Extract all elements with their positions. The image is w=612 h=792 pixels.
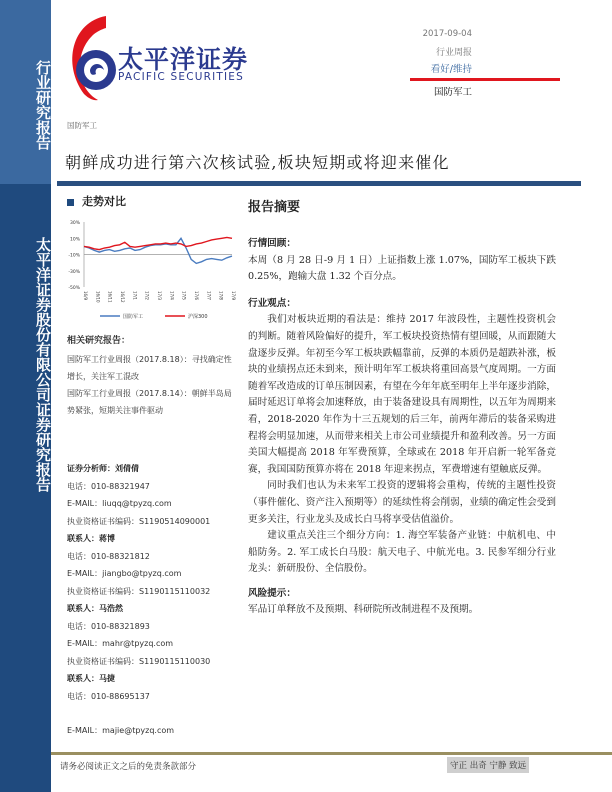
related-report-2[interactable]: 国防军工行业周报（2017.8.14）：朝鲜半岛局势紧张，短期关注事件驱动 <box>67 388 232 415</box>
series-line-1 <box>84 237 232 249</box>
risk-heading: 风险提示： <box>248 587 296 599</box>
contact-cert: 执业资格证书编码：S1190514090001 <box>67 516 211 526</box>
contact-cert: 执业资格证书编码：S1190115110030 <box>67 656 211 666</box>
logo-text-en: PACIFIC SECURITIES <box>118 71 245 83</box>
contact-role: 证券分析师：刘倩倩 <box>67 463 139 473</box>
x-tick-label: 17/9 <box>231 291 236 300</box>
y-tick-label: 30% <box>69 221 80 226</box>
contact-email[interactable]: E-MAIL：jiangbo@tpyzq.com <box>67 569 182 578</box>
contact-role: 联系人：马捷 <box>67 673 115 683</box>
contact-phone: 电话：010-88321812 <box>67 551 150 561</box>
related-report-1[interactable]: 国防军工行业周报（2017.8.18）：寻找确定性增长，关注军工混改 <box>67 354 232 381</box>
related-reports <box>67 333 237 419</box>
bullet-icon <box>67 199 74 206</box>
x-tick-label: 17/1 <box>132 291 138 300</box>
x-tick-label: 16/9 <box>83 291 88 300</box>
page-title: 朝鲜成功进行第六次核试验,板块短期或将迎来催化 <box>65 153 450 172</box>
x-tick-label: 17/6 <box>194 291 199 300</box>
contact-phone: 电话：010-88321893 <box>67 621 150 631</box>
report-type: 行业周报 <box>435 48 472 58</box>
contact-role: 联系人：马浩然 <box>67 603 123 613</box>
contact-email[interactable]: E-MAIL：liuqq@tpyzq.com <box>67 499 172 508</box>
sidebar-top-text: 行业研究报告 <box>34 60 52 150</box>
trend-heading: 走势对比 <box>67 193 126 209</box>
review-text: 本周（8 月 28 日-9 月 1 日）上证指数上涨 1.07%，国防军工板块下跌 0.25%，跑输大盘 1.32 个百分点。 <box>248 254 556 283</box>
review-heading: 行情回顾： <box>248 238 296 249</box>
footer-motto: 守正 出奇 宁静 致远 <box>447 757 529 773</box>
legend-label-1: 沪深300 <box>188 314 208 320</box>
contact-role: 联系人：蒋博 <box>67 533 115 543</box>
report-date: 2017-09-04 <box>422 29 472 39</box>
rating-underline <box>410 78 560 81</box>
contact-phone: 电话：010-88695137 <box>67 691 150 701</box>
y-tick-label: -50% <box>68 286 80 291</box>
x-tick-label: 17/2 <box>144 291 150 300</box>
y-tick-label: -10% <box>68 253 80 259</box>
x-tick-label: 16/12 <box>120 291 125 303</box>
view-paragraph-2: 同时我们也认为未来军工投资的逻辑将会重构，传统的主题性投资（事件催化、资产注入预期等）的延续性将会削弱，业绩的确定性会受到更多关注，行业龙头及成长白马将享受估值溢价。 <box>248 480 556 525</box>
logo-icon <box>62 14 118 102</box>
contacts <box>67 460 237 740</box>
summary-body <box>248 236 556 619</box>
view-paragraph-1: 我们对板块近期的看法是：维持 2017 年波段性，主题性投资机会的判断。随着风险偏好的提升，军工板块投资热情有望回暖，从而跟随大盘逐步反弹。年初至今军工板块跌幅靠前，反弹的本质仍是超跌补涨，板块的业绩拐点还未到来，预计明年军工板块将重回高景气度周期。一方面随着军改造成的订单压制因素，有望在今年年底至明年上半年逐步消除，届时延迟订单将会加速释放，由于装备建设具有周期性，以五年为周期来看，2018-2020 年作为十三五规划的后三年，前两年滞后的装备采购进程将会明显加速，从而带来相关上市公司业绩提升和盈利改善。另一方面美国大幅提高 2018 年军费预算，全球或在 2018 年开启新一轮军备竞赛，我国国防预算亦将在 2018 年迎来拐点，军费增速有望触底反弹。 <box>248 314 556 475</box>
contact-phone: 电话：010-88321947 <box>67 481 150 491</box>
category-label: 国防军工 <box>67 121 97 130</box>
view-heading: 行业观点： <box>248 297 296 309</box>
trend-chart <box>60 212 240 324</box>
y-tick-label: 10% <box>69 237 80 243</box>
contact-email[interactable]: E-MAIL：mahr@tpyzq.com <box>67 639 174 648</box>
contact-email[interactable]: E-MAIL：majie@tpyzq.com <box>67 726 175 735</box>
sidebar-bottom-text: 太平洋证券股份有限公司证券研究报告 <box>34 237 52 492</box>
x-tick-label: 17/8 <box>218 291 224 300</box>
summary-heading: 报告摘要 <box>248 200 301 215</box>
related-heading: 相关研究报告： <box>67 336 131 346</box>
y-tick-label: -30% <box>68 269 80 275</box>
title-rule <box>57 181 581 186</box>
risk-text: 军品订单释放不及预期、科研院所改制进程不及预期。 <box>248 604 479 616</box>
x-tick-label: 17/5 <box>181 291 187 300</box>
footer-rule <box>51 752 612 755</box>
logo-text-cn: 太平洋证券 <box>118 45 249 74</box>
footer-disclaimer: 请务必阅读正文之后的免责条款部分 <box>60 762 197 772</box>
view-paragraph-3: 建议重点关注三个细分方向：1. 海空军装备产业链：中航机电、中船防务。2. 军工成长白马股：航天电子、中航光电。3. 民参军细分行业龙头：新研股份、全信股份。 <box>248 530 556 575</box>
rating: 看好/维持 <box>430 64 472 75</box>
series-line-0 <box>84 238 232 263</box>
contact-cert: 执业资格证书编码：S1190115110032 <box>67 586 211 596</box>
x-tick-label: 17/7 <box>206 291 212 300</box>
legend-label-0: 国防军工 <box>123 314 144 320</box>
x-tick-label: 16/11 <box>107 291 113 303</box>
x-tick-label: 16/10 <box>95 291 101 303</box>
x-tick-label: 17/3 <box>157 291 162 300</box>
industry: 国防军工 <box>433 87 472 98</box>
x-tick-label: 17/4 <box>169 291 175 300</box>
